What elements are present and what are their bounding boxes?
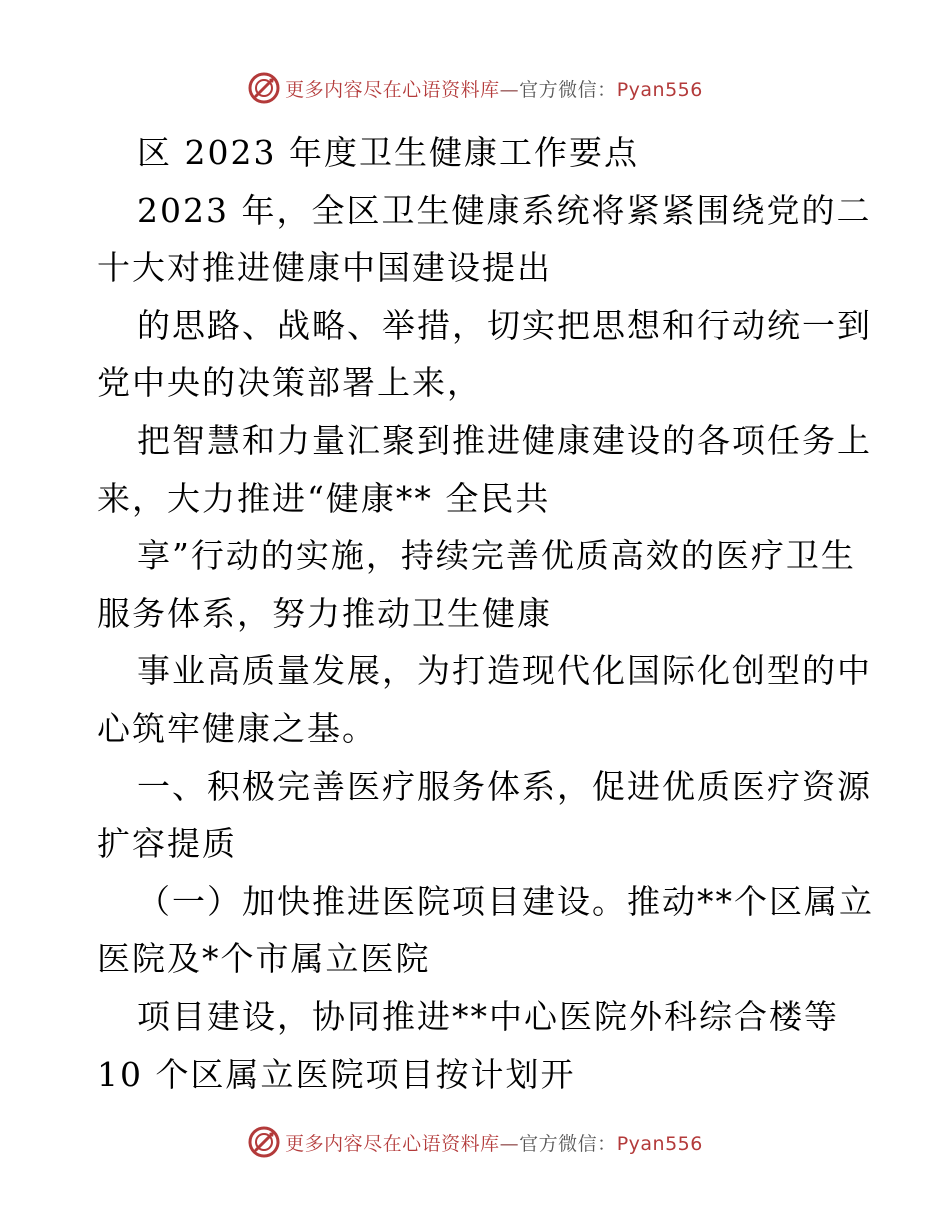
wechat-label: 官方微信： [519, 1132, 617, 1155]
section-heading-line: 扩容提质 [97, 824, 237, 864]
wechat-id: Pyan556 [616, 78, 703, 101]
paragraph-line: 10 个区属立医院项目按计划开 [97, 1054, 576, 1094]
footer-watermark-banner [0, 1122, 950, 1162]
paragraph-line: 十大对推进健康中国建设提出 [97, 248, 552, 288]
paragraph-line: 来，大力推进“健康** 全民共 [97, 478, 551, 518]
banner-separator: — [499, 78, 520, 101]
banner-separator: — [499, 1132, 520, 1155]
library-logo-icon [247, 1125, 281, 1159]
library-logo-icon [247, 71, 281, 105]
banner-text: 更多内容尽在心语资料库 [285, 78, 500, 101]
wechat-label: 官方微信： [519, 78, 617, 101]
paragraph-line: 党中央的决策部署上来， [97, 363, 482, 403]
paragraph-line: 享”行动的实施，持续完善优质高效的医疗卫生 [137, 536, 856, 576]
subsection-line: 医院及*个市属立医院 [97, 939, 431, 979]
paragraph-line: 把智慧和力量汇聚到推进健康建设的各项任务上 [137, 420, 872, 460]
section-heading-line: 一、积极完善医疗服务体系，促进优质医疗资源 [137, 766, 872, 806]
paragraph-line: 项目建设，协同推进**中心医院外科综合楼等 [137, 996, 839, 1036]
wechat-id: Pyan556 [616, 1132, 703, 1155]
paragraph-line: 的思路、战略、举措，切实把思想和行动统一到 [137, 305, 872, 345]
paragraph-line: 2023 年，全区卫生健康系统将紧紧围绕党的二 [137, 190, 872, 230]
paragraph-line: 服务体系，努力推动卫生健康 [97, 593, 552, 633]
document-title: 区 2023 年度卫生健康工作要点 [137, 133, 639, 172]
header-watermark-banner [0, 68, 950, 108]
subsection-line: （一）加快推进医院项目建设。推动**个区属立 [137, 881, 874, 921]
document-body [97, 124, 874, 1103]
banner-text: 更多内容尽在心语资料库 [285, 1132, 500, 1155]
paragraph-line: 事业高质量发展，为打造现代化国际化创型的中 [137, 651, 872, 691]
paragraph-line: 心筑牢健康之基。 [97, 708, 377, 748]
